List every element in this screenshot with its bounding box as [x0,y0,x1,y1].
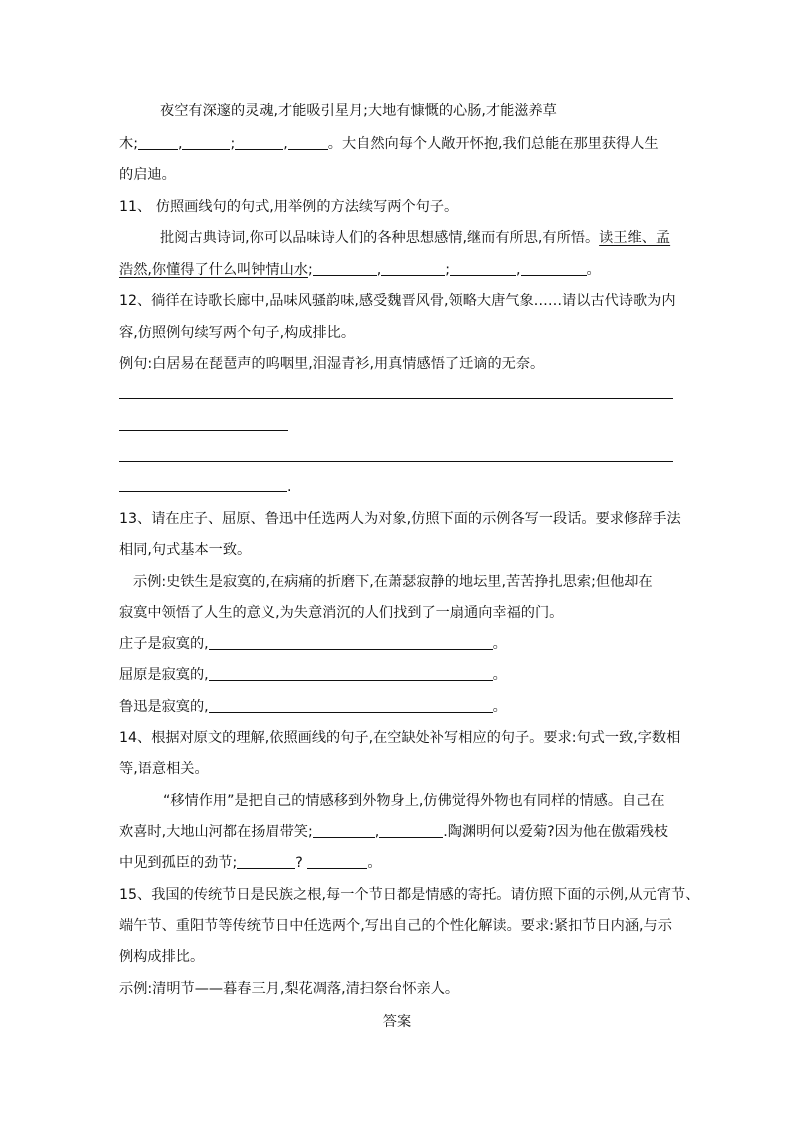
q14-header-line-1: 14、根据对原文的理解,依照画线的句子,在空缺处补写相应的句子。要求:句式一致,字数相 [119,730,681,746]
q14-question-mark: ? [295,855,303,871]
q14-text: .陶渊明何以爱菊?因为他在傲霜残枝 [443,824,669,840]
q15-example: 示例:清明节——暮春三月,梨花凋落,清扫祭台怀亲人。 [119,981,460,997]
q12-answer-line-1[interactable] [119,398,673,399]
q11-underlined-sentence: 读王维、孟 [599,230,671,246]
q11-underlined-sentence: 浩然,你懂得了什么叫钟情山水 [119,262,308,278]
q10-blank-3[interactable] [235,135,283,150]
q11-text: 批阅古典诗词,你可以品味诗人们的各种思想感情,继而有所思,有所悟。 [160,230,600,246]
q13-prompt-quyuan [119,666,507,684]
q12-example: 例句:白居易在琵琶声的呜咽里,泪湿青衫,用真情感悟了迁谪的无奈。 [119,356,545,372]
q12-answer-line-3[interactable] [119,461,673,462]
q12-answer-line-4[interactable] [119,491,287,492]
q15-header-line-1: 15、我国的传统节日是民族之根,每一个节日都是情感的寄托。请仿照下面的示例,从元宵节、 [119,887,700,903]
q10-blank-2[interactable] [182,135,230,150]
q12-header-line-1: 12、徜徉在诗歌长廊中,品味风骚韵味,感受魏晋风骨,领略大唐气象……请以古代诗歌为内 [119,293,676,309]
q10-sep: , [283,136,288,152]
q14-text: 中见到孤臣的劲节; [119,855,238,871]
q10-blank-4[interactable] [288,135,328,150]
q10-line-2 [119,135,659,153]
q10-text-end: 。大自然向每个人敞开怀抱,我们总能在那里获得人生 [327,136,659,152]
q11-line-1 [160,229,670,247]
q11-blank-3[interactable] [450,261,516,276]
q11-end: 。 [586,262,601,278]
q12-answer-line-2[interactable] [119,430,288,431]
q13-example-line-2: 寂寞中领悟了人生的意义,为失意消沉的人们找到了一扇通向幸福的门。 [119,605,564,621]
q12-end-dot: . [287,479,292,495]
q14-blank-3[interactable] [237,854,295,869]
q11-header: 11、 仿照画线句的句式,用举例的方法续写两个句子。 [119,199,459,215]
q13-prompt-end: 。 [492,667,507,683]
q13-prompt-label: 庄子是寂寞的, [119,636,209,652]
q10-sep: , [177,136,183,152]
q14-text-line-3 [119,854,382,872]
q13-prompt-end: 。 [492,699,507,715]
q14-text-line-2 [119,823,668,841]
q14-text: 欢喜时,大地山河都在扬眉带笑; [119,824,313,840]
q11-blank-1[interactable] [313,261,377,276]
q13-header-line-2: 相同,句式基本一致。 [119,542,252,558]
q11-blank-2[interactable] [381,261,445,276]
q14-header-line-2: 等,语意相关。 [119,761,209,777]
q14-blank-2[interactable] [379,823,443,838]
q10-line-1: 夜空有深邃的灵魂,才能吸引星月;大地有慷慨的心肠,才能滋养草 [160,103,557,119]
q13-example-line-1: 示例:史铁生是寂寞的,在病痛的折磨下,在萧瑟寂静的地坛里,苦苦挣扎思索;但他却在 [133,574,653,590]
q15-header-line-3: 例构成排比。 [119,949,205,965]
q14-sep: , [374,824,380,840]
q14-blank-1[interactable] [313,823,375,838]
q13-prompt-label: 屈原是寂寞的, [119,667,209,683]
q13-prompt-end: 。 [492,636,507,652]
q11-blank-4[interactable] [521,261,587,276]
q13-header-line-1: 13、请在庄子、屈原、鲁迅中任选两人为对象,仿照下面的示例各写一段话。要求修辞手法 [119,511,681,527]
q12-header-line-2: 容,仿照例句续写两个句子,构成排比。 [119,325,356,341]
q11-sep: ; [445,262,451,278]
q13-prompt-luxun [119,698,507,716]
answer-heading: 答案 [382,1014,412,1030]
q13-answer-blank[interactable] [209,666,493,681]
q14-text-line-1: “移情作用”是把自己的情感移到外物身上,仿佛觉得外物也有同样的情感。自己在 [163,793,665,809]
q11-sep: , [376,262,382,278]
q11-sep: , [516,262,521,278]
q15-header-line-2: 端午节、重阳节等传统节日中任选两个,写出自己的个性化解读。要求:紧扣节日内涵,与示 [119,918,672,934]
q14-end: 。 [367,855,382,871]
q13-prompt-zhuangzi [119,635,507,653]
q11-sep: ; [307,262,313,278]
q13-prompt-label: 鲁迅是寂寞的, [119,699,209,715]
q11-line-2 [119,261,601,279]
q13-answer-blank[interactable] [209,635,493,650]
q10-line-3: 的启迪。 [119,167,176,183]
q10-text-start: 木; [119,136,138,152]
q14-blank-4[interactable] [307,854,367,869]
q10-blank-1[interactable] [138,135,178,150]
q10-sep: ; [230,136,236,152]
q13-answer-blank[interactable] [209,698,493,713]
